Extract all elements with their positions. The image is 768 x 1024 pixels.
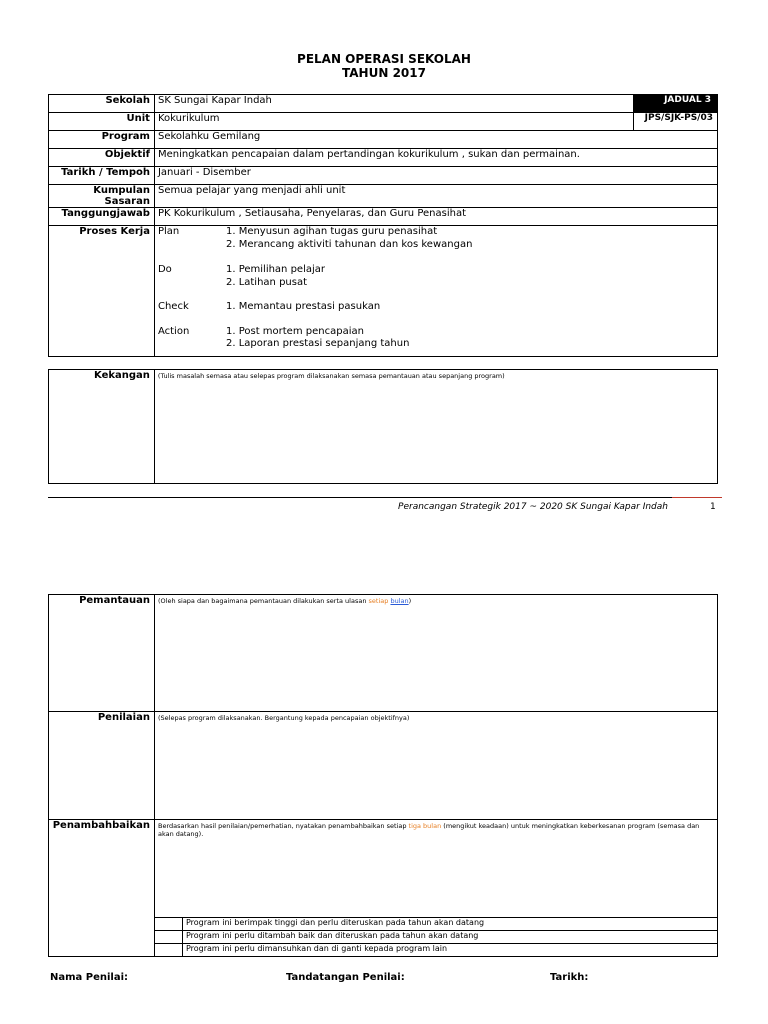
penilaian-label: Penilaian xyxy=(49,712,155,820)
plan-item-2: 2. Merancang aktiviti tahunan dan kos kewangan xyxy=(225,238,473,250)
check-label: Check xyxy=(157,301,189,312)
choice-2-text: Program ini perlu ditambah baik dan diteruskan pada tahun akan datang xyxy=(182,931,717,944)
do-label: Do xyxy=(157,264,172,275)
tarikh-label: Tarikh / Tempoh xyxy=(49,167,155,185)
penilaian-field[interactable] xyxy=(154,712,717,820)
kekangan-field[interactable] xyxy=(154,370,717,484)
do-item-1: 1. Pemilihan pelajar xyxy=(225,264,325,275)
check-item-1: 1. Memantau prestasi pasukan xyxy=(225,301,381,312)
penambahbaikan-field[interactable] xyxy=(154,820,717,918)
action-item-1: 1. Post mortem pencapaian xyxy=(225,325,364,337)
info-table xyxy=(48,94,718,357)
tanggungjawab-label: Tanggungjawab xyxy=(49,208,155,226)
penambahbaikan-note: Berdasarkan hasil penilaian/pemerhatian, nyatakan penambahbaikan setiap tiga bulan (mengikut keadaan) untuk meningkatkan keberkesanan program (semasa dan akan datang). xyxy=(157,822,700,838)
action-label: Action xyxy=(157,325,190,337)
unit-label: Unit xyxy=(49,113,155,131)
program-value: Sekolahku Gemilang xyxy=(154,131,717,149)
pemantauan-field[interactable] xyxy=(154,595,717,712)
plan-label: Plan xyxy=(157,226,180,237)
objektif-value: Meningkatkan pencapaian dalam pertandingan kokurikulum , sukan dan permainan. xyxy=(154,149,717,167)
footer-accent xyxy=(672,497,722,498)
pemantauan-label: Pemantauan xyxy=(49,595,155,712)
choice-3-checkbox[interactable] xyxy=(154,944,182,957)
kumpulan-label: Kumpulan Sasaran xyxy=(49,185,155,208)
kekangan-label: Kekangan xyxy=(49,370,155,484)
page-number: 1 xyxy=(710,502,716,512)
penilaian-note: (Selepas program dilaksanakan. Bergantung kepada pencapaian objektifnya) xyxy=(157,714,410,722)
choice-1-checkbox[interactable] xyxy=(154,918,182,931)
nama-penilai-label: Nama Penilai: xyxy=(50,972,129,983)
choice-1-text: Program ini berimpak tinggi dan perlu diteruskan pada tahun akan datang xyxy=(182,918,717,931)
page-title-line1: PELAN OPERASI SEKOLAH xyxy=(297,52,471,66)
sekolah-value: SK Sungai Kapar Indah xyxy=(154,95,633,113)
objektif-label: Objektif xyxy=(49,149,155,167)
kekangan-table xyxy=(48,369,718,484)
tanggungjawab-value: PK Kokurikulum , Setiausaha, Penyelaras, dan Guru Penasihat xyxy=(154,208,717,226)
choice-3-text: Program ini perlu dimansuhkan dan di ganti kepada program lain xyxy=(182,944,717,957)
do-item-2: 2. Latihan pusat xyxy=(225,276,308,288)
page-title-line2: TAHUN 2017 xyxy=(342,66,426,80)
choice-2-checkbox[interactable] xyxy=(154,931,182,944)
proses-cell xyxy=(154,226,717,357)
check-row xyxy=(158,301,714,314)
plan-row xyxy=(158,226,714,251)
tandatangan-penilai-label: Tandatangan Penilai: xyxy=(286,972,405,983)
action-row xyxy=(158,326,714,351)
footer-text: Perancangan Strategik 2017 ~ 2020 SK Sungai Kapar Indah xyxy=(398,502,668,512)
evaluation-table xyxy=(48,594,718,957)
kumpulan-value: Semua pelajar yang menjadi ahli unit xyxy=(154,185,717,208)
action-item-2: 2. Laporan prestasi sepanjang tahun xyxy=(225,338,410,349)
pemantauan-note: (Oleh siapa dan bagaimana pemantauan dilakukan serta ulasan setiap bulan) xyxy=(157,597,412,605)
sekolah-label: Sekolah xyxy=(49,95,155,113)
proses-label: Proses Kerja xyxy=(49,226,155,357)
jadual-badge: JADUAL 3 xyxy=(634,95,718,113)
form-code: JPS/SJK-PS/03 xyxy=(634,113,718,131)
tarikh-sign-label: Tarikh: xyxy=(550,972,589,983)
footer-divider xyxy=(48,497,722,498)
do-row xyxy=(158,264,714,289)
unit-value: Kokurikulum xyxy=(154,113,633,131)
kekangan-note: (Tulis masalah semasa atau selepas program dilaksanakan semasa pemantauan atau sepanjang program) xyxy=(157,372,505,380)
tarikh-value: Januari - Disember xyxy=(154,167,717,185)
plan-item-1: 1. Menyusun agihan tugas guru penasihat xyxy=(225,226,438,237)
program-label: Program xyxy=(49,131,155,149)
penambahbaikan-label: Penambahbaikan xyxy=(49,820,155,957)
